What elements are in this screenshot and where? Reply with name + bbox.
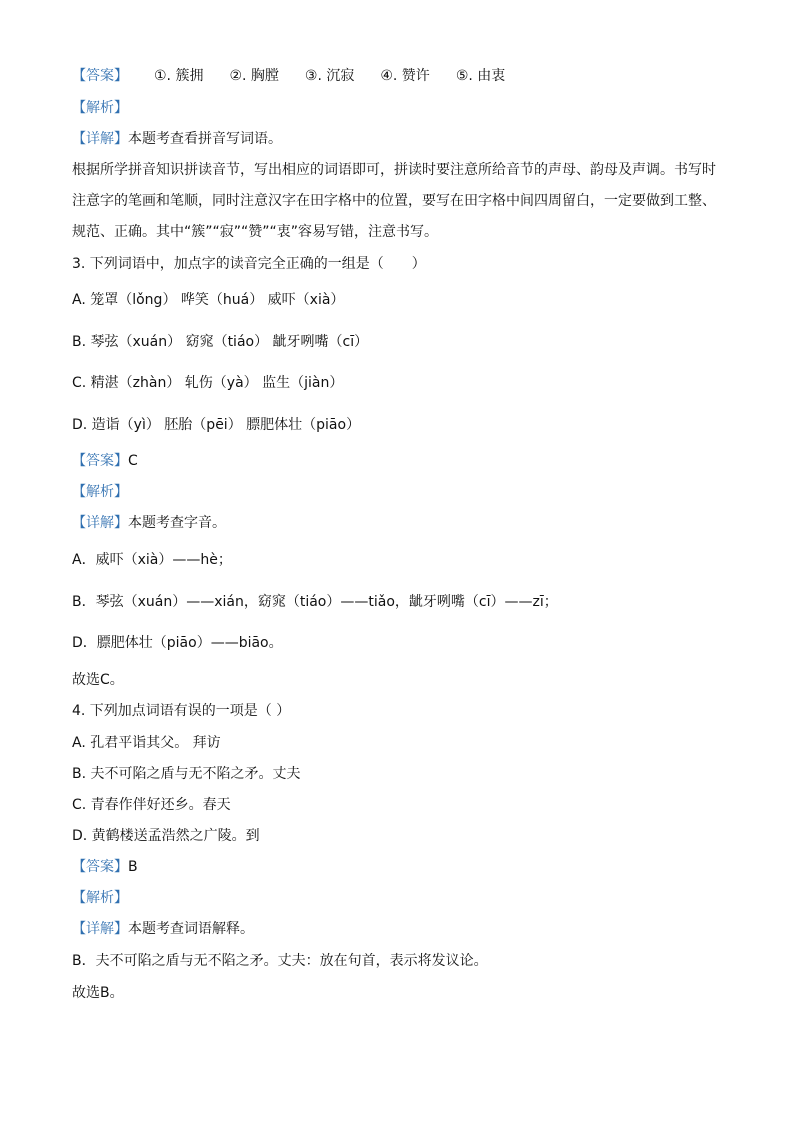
explain-line: 故选B。 [72,985,124,1001]
detail-text: 本题考查看拼音写词语。 [128,131,282,147]
q4-option-a: A. 孔君平诣其父。 拜访 [72,735,221,751]
detail-text: 本题考查词语解释。 [128,921,254,937]
explain-paragraph-line: 根据所学拼音知识拼读音节，写出相应的词语即可，拼读时要注意所给音节的声母、韵母及声调。书写时 [72,162,716,178]
explain-line: A．威吓（xià）——hè； [72,552,232,568]
q4-option-d: D. 黄鹤楼送孟浩然之广陵。到 [72,828,260,844]
answer-item-3: ③. 沉寂 [304,68,355,84]
explain-line: B．夫不可陷之盾与无不陷之矛。丈夫：放在句首，表示将发议论。 [72,953,488,969]
answer-item-1: ①. 簇拥 [154,68,204,84]
answer-value: C [128,453,138,469]
q4-answer-line [72,857,138,877]
answer-tag: 【答案】 [72,68,128,84]
explain-line: D．膘肥体壮（piāo）——biāo。 [72,635,283,651]
detail-tag: 【详解】 [72,131,128,147]
detail-line [72,513,226,533]
q3-option-b: B. 琴弦（xuán） 窈窕（tiáo） 龇牙咧嘴（cī） [72,334,369,350]
answer-tag: 【答案】 [72,453,128,469]
detail-line [72,129,282,149]
explain-paragraph-line: 注意字的笔画和笔顺，同时注意汉字在田字格中的位置，要写在田字格中间四周留白，一定要做到工整、 [72,193,716,209]
q3-answer-line [72,451,138,471]
analysis-tag: 【解析】 [72,484,128,500]
analysis-tag: 【解析】 [72,890,128,906]
q3-option-a: A. 笼罩（lǒng） 哗笑（huá） 威吓（xià） [72,292,345,308]
detail-line [72,919,254,939]
question-3-text: 3. 下列词语中，加点字的读音完全正确的一组是（ ） [72,256,426,272]
q3-option-d: D. 造诣（yì） 胚胎（pēi） 膘肥体壮（piāo） [72,417,361,433]
detail-text: 本题考查字音。 [128,515,226,531]
answer-item-4: ④. 赞许 [380,68,430,84]
answer-item-5: ⑤. 由衷 [455,68,506,84]
question-4-text: 4. 下列加点词语有误的一项是（ ） [72,703,291,719]
detail-tag: 【详解】 [72,921,128,937]
answer-value: B [128,859,138,875]
explain-line: 故选C。 [72,672,124,688]
answer-item-2: ②. 胸膛 [229,68,279,84]
answer-tag: 【答案】 [72,859,128,875]
q2-answer-line [72,66,505,86]
detail-tag: 【详解】 [72,515,128,531]
explain-paragraph-line: 规范、正确。其中“簇”“寂”“赞”“衷”容易写错，注意书写。 [72,224,439,240]
explain-line: B．琴弦（xuán）——xián，窈窕（tiáo）——tiǎo，龇牙咧嘴（cī）——zī； [72,594,558,610]
analysis-tag: 【解析】 [72,100,128,116]
q3-option-c: C. 精湛（zhàn） 轧伤（yà） 监生（jiàn） [72,375,344,391]
q4-option-c: C. 青春作伴好还乡。春天 [72,797,231,813]
q4-option-b: B. 夫不可陷之盾与无不陷之矛。丈夫 [72,766,301,782]
